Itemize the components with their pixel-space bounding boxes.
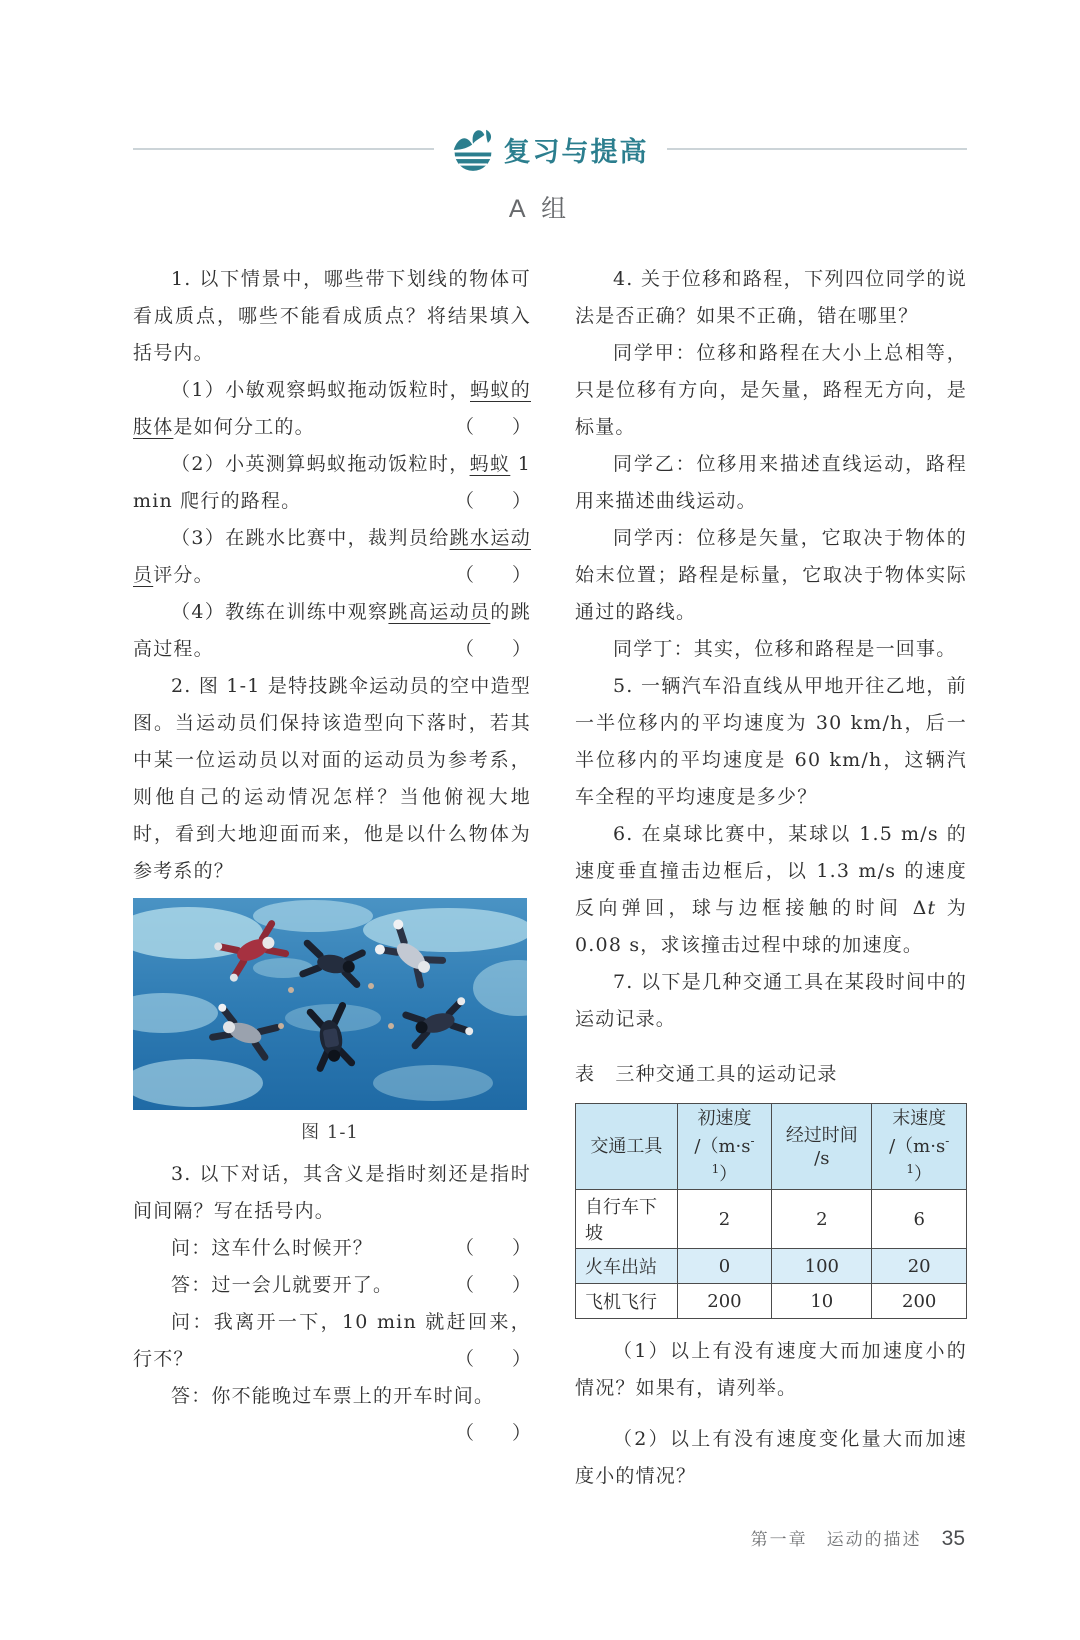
answer-bracket: （ ） [454,1422,531,1444]
answer-bracket: （ ） [454,638,531,660]
dialog-line: 答：你不能晚过车票上的开车时间。 [171,1385,495,1407]
page-footer [751,1525,965,1551]
cell-initial-speed: 0 [677,1249,772,1284]
main-content [133,261,967,1495]
question-3-intro: 3. 以下对话，其含义是指时刻还是指时间间隔？写在括号内。 [133,1163,531,1222]
question-6 [575,816,967,964]
q6-text: 6. 在桌球比赛中，某球以 1.5 m/s 的速度垂直撞击边框后，以 1.3 m/s 的速度反向弹回，球与边框接触的时间 Δ [575,823,967,919]
question-7-sub-2: （2）以上有没有速度变化量大而加速度小的情况？ [575,1428,967,1487]
question-4-intro: 4. 关于位移和路程，下列四位同学的说法是否正确？如果不正确，错在哪里？ [575,268,967,327]
cell-final-speed: 200 [872,1284,967,1319]
table-row [576,1249,967,1284]
cell-elapsed-time: 2 [772,1190,872,1249]
q1-item4-tail: 的跳高过程。 [133,601,531,660]
q1-item4-text: （4）教练在训练中观察 [171,601,389,623]
question-3-dialog-3 [133,1304,531,1378]
q6-variable-t: t [927,897,937,919]
table-row [576,1284,967,1319]
q1-item3-text: （3）在跳水比赛中，裁判员给 [171,527,450,549]
header-line2-close: ） [914,1164,932,1185]
cell-initial-speed: 2 [677,1190,772,1249]
motion-record-table [575,1103,967,1319]
page-header [133,125,967,173]
question-4-student-b: 同学乙：位移用来描述直线运动，路程用来描述曲线运动。 [575,453,967,512]
q1-item2-text: （2）小英测算蚂蚁拖动饭粒时， [171,453,470,475]
col-header-elapsed-time: 经过时间 /s [772,1104,872,1190]
header-line2-close: ） [719,1164,738,1185]
answer-bracket: （ ） [454,1274,531,1296]
question-4-student-a: 同学甲：位移和路程在大小上总相等，只是位移有方向，是矢量，路程无方向，是标量。 [575,342,967,438]
question-1-item-4 [133,594,531,668]
answer-bracket: （ ） [454,490,531,512]
question-3-dialog-2 [133,1267,531,1304]
table-row [576,1190,967,1249]
q1-item4-underlined: 跳高运动员 [388,601,491,623]
chapter-label: 第一章 运动的描述 [750,1530,922,1550]
group-heading: A 组 [508,195,572,223]
header-line2: /（m·s [694,1136,751,1157]
figure-1-1 [133,898,527,1156]
question-7: 7. 以下是几种交通工具在某段时间中的运动记录。 [575,971,967,1030]
header-line2: /（m·s [889,1136,946,1157]
cell-vehicle: 飞机飞行 [576,1284,678,1319]
section-brand [434,126,667,172]
dialog-line: 问：这车什么时候开？ [171,1237,374,1259]
question-1-item-2 [133,446,531,520]
cell-elapsed-time: 100 [772,1249,872,1284]
right-column [575,261,967,1495]
question-5: 5. 一辆汽车沿直线从甲地开往乙地，前一半位移内的平均速度为 30 km/h，后一半位移内的平均速度是 60 km/h，这辆汽车全程的平均速度是多少？ [575,675,967,808]
header-rule-right [667,148,968,150]
table-header-row [576,1104,967,1190]
col-header-vehicle: 交通工具 [576,1104,678,1190]
question-2: 2. 图 1-1 是特技跳伞运动员的空中造型图。当运动员们保持该造型向下落时，若其中某一位运动员以对面的运动员为参考系，则他自己的运动情况怎样？当他俯视大地时，看到大地迎面而来，他是以什么物体为参考系的？ [133,675,531,882]
left-column [133,261,531,1495]
cell-vehicle: 火车出站 [576,1249,678,1284]
header-rule-left [133,148,434,150]
skydivers-photo [133,898,527,1110]
cell-elapsed-time: 10 [772,1284,872,1319]
col-header-final-speed [872,1104,967,1190]
header-sup: -1 [906,1134,950,1176]
dialog-line: 问：我离开一下，10 min 就赶回来，行不？ [133,1311,531,1370]
emblem-icon [452,126,494,172]
q1-item1-text: （1）小敏观察蚂蚁拖动饭粒时， [171,379,470,401]
header-title: 复习与提高 [503,136,649,167]
q1-item3-underlined: 跳水运动员 [133,527,531,586]
dialog-line: 答：过一会儿就要开了。 [171,1274,394,1296]
answer-bracket: （ ） [454,564,531,586]
q1-item3-tail: 评分。 [153,564,214,586]
question-1-intro: 1. 以下情景中，哪些带下划线的物体可看成质点，哪些不能看成质点？将结果填入括号内。 [133,268,531,364]
cell-final-speed: 20 [872,1249,967,1284]
question-7-sub-1: （1）以上有没有速度大而加速度小的情况？如果有，请列举。 [575,1340,967,1399]
cell-final-speed: 6 [872,1190,967,1249]
table-title: 表 三种交通工具的运动记录 [575,1063,838,1085]
q1-item1-underlined: 蚂蚁的肢体 [133,379,531,438]
question-3-dialog-4 [133,1378,531,1444]
q1-item1-tail: 是如何分工的。 [173,416,315,438]
header-sup: -1 [711,1134,755,1176]
q1-item2-tail: 1 min 爬行的路程。 [133,453,532,512]
cell-vehicle: 自行车下坡 [576,1190,678,1249]
figure-caption: 图 1-1 [301,1122,359,1143]
q6-tail: 为 0.08 s，求该撞击过程中球的加速度。 [575,897,967,956]
answer-bracket: （ ） [454,416,531,438]
question-1-item-3 [133,520,531,594]
header-line1: 初速度 [697,1108,752,1129]
page-number: 35 [941,1527,965,1550]
answer-bracket: （ ） [454,1348,531,1370]
answer-bracket: （ ） [454,1237,531,1259]
header-line1: 末速度 [892,1108,947,1129]
question-3-dialog-1 [133,1230,531,1267]
question-1-item-1 [133,372,531,446]
cell-initial-speed: 200 [677,1284,772,1319]
question-4-student-d: 同学丁：其实，位移和路程是一回事。 [613,638,957,660]
q1-item2-underlined: 蚂蚁 [469,453,511,475]
col-header-initial-speed [677,1104,772,1190]
question-4-student-c: 同学丙：位移是矢量，它取决于物体的始末位置；路程是标量，它取决于物体实际通过的路线。 [575,527,967,623]
